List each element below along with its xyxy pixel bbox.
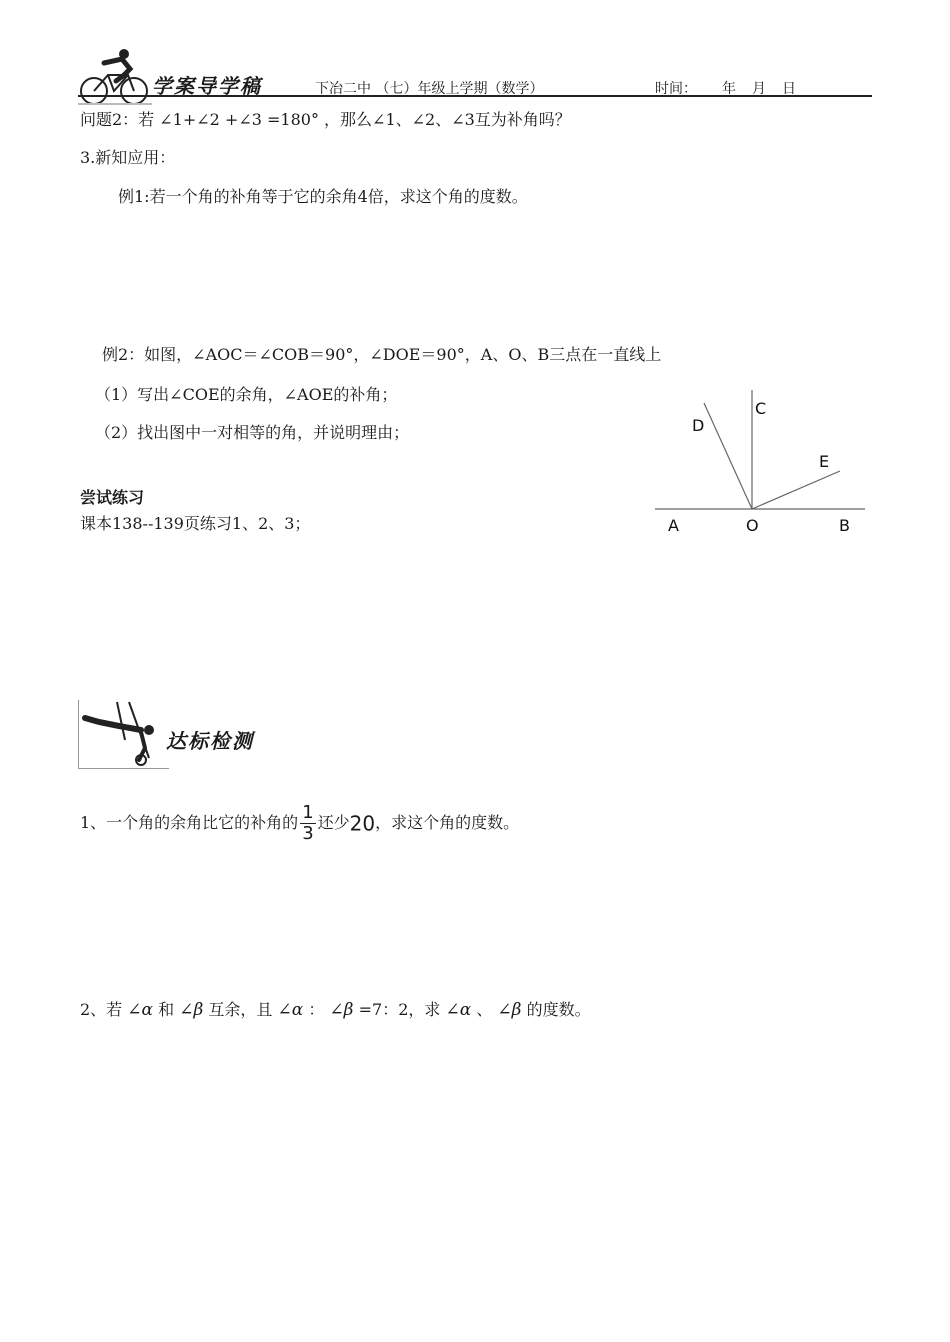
problem-1-prefix: 1、一个角的余角比它的补角的 (80, 813, 299, 832)
label-O: O (746, 516, 759, 535)
angle-alpha-3: ∠α (445, 1000, 472, 1020)
label-A: A (668, 516, 679, 535)
label-C: C (755, 399, 767, 418)
header-rule (78, 95, 872, 97)
ray-OD (704, 403, 752, 509)
fraction-denominator: 3 (302, 823, 314, 844)
problem-2-and: 和 (158, 1000, 175, 1019)
example-2: 例2：如图，∠AOC＝∠COB＝90°，∠DOE＝90°，A、O、B三点在一直线上 (102, 345, 662, 364)
brand-title: 学案导学稿 (152, 74, 262, 98)
header-month: 月 (752, 81, 766, 97)
question-2: 问题2：若 ∠1+∠2 +∠3 =180° ，那么∠1、∠2、∠3互为补角吗？ (80, 110, 571, 129)
fraction-numerator: 1 (302, 802, 314, 823)
problem-2-sep: 、 (476, 1000, 493, 1019)
header-day: 日 (782, 81, 796, 97)
problem-2-colon: ： (308, 1000, 325, 1019)
problem-1-number: 20 (349, 811, 376, 836)
header-year: 年 (722, 81, 736, 97)
fraction-one-third (300, 803, 315, 844)
gymnast-logo (78, 700, 169, 769)
problem-2-suffix: 的度数。 (526, 1000, 591, 1019)
cyclist-logo (78, 45, 152, 107)
example-2-sub-2: （2）找出图中一对相等的角，并说明理由； (95, 423, 410, 442)
example-1: 例1:若一个角的补角等于它的余角4倍，求这个角的度数。 (118, 187, 528, 206)
header-info: 下冶二中 （七）年级上学期（数学） (315, 81, 544, 97)
problem-2-ratio: =7：2，求 (358, 1000, 441, 1019)
angle-alpha-2: ∠α (277, 1000, 304, 1020)
header-time-label: 时间： (655, 81, 697, 97)
angle-beta-2: ∠β (329, 1000, 354, 1020)
problem-2-prefix: 2、若 (80, 1000, 123, 1019)
angle-beta-3: ∠β (497, 1000, 522, 1020)
angle-alpha: ∠α (127, 1000, 154, 1020)
label-E: E (819, 452, 830, 471)
problem-1 (80, 803, 519, 844)
section-3-heading: 3.新知应用： (80, 148, 176, 167)
problem-2 (80, 1000, 591, 1020)
ray-OE (752, 471, 840, 509)
problem-1-mid: 还少 (317, 813, 350, 832)
angle-beta: ∠β (179, 1000, 204, 1020)
test-section-title: 达标检测 (166, 729, 254, 753)
practice-title: 尝试练习 (80, 488, 145, 507)
example-2-sub-1: （1）写出∠COE的余角，∠AOE的补角； (95, 385, 398, 404)
label-D: D (692, 416, 705, 435)
problem-2-mid: 互余，且 (208, 1000, 273, 1019)
label-B: B (839, 516, 850, 535)
practice-text: 课本138--139页练习1、2、3； (80, 514, 311, 533)
problem-1-suffix: ，求这个角的度数。 (375, 813, 520, 832)
angle-diagram (640, 385, 880, 545)
